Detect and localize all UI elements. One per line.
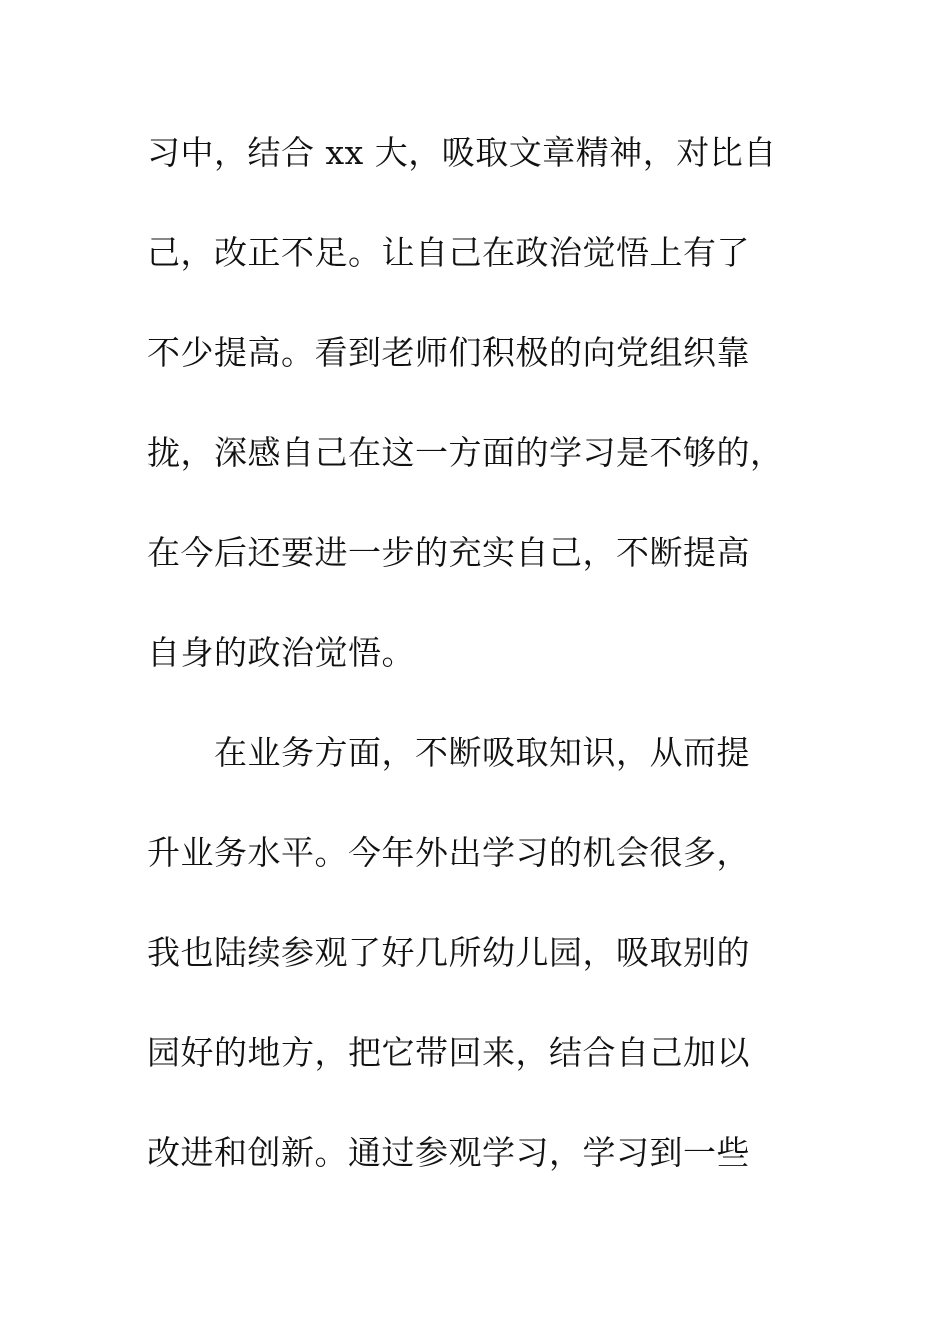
text-line: 自身的政治觉悟。 bbox=[147, 633, 415, 672]
text-line: 习中，结合 xx 大，吸取文章精神，对比自 bbox=[147, 133, 777, 172]
text-line: 改进和创新。通过参观学习，学习到一些 bbox=[147, 1133, 750, 1172]
text-line: 不少提高。看到老师们积极的向党组织靠 bbox=[147, 333, 750, 372]
text-line: 我也陆续参观了好几所幼儿园，吸取别的 bbox=[147, 933, 750, 972]
text-line: 拢，深感自己在这一方面的学习是不够的， bbox=[147, 433, 784, 472]
text-line: 己，改正不足。让自己在政治觉悟上有了 bbox=[147, 233, 750, 272]
text-line: 在今后还要进一步的充实自己，不断提高 bbox=[147, 533, 750, 572]
text-line: 园好的地方，把它带回来，结合自己加以 bbox=[147, 1033, 750, 1072]
text-line: 升业务水平。今年外出学习的机会很多， bbox=[147, 833, 750, 872]
paragraph-first-line: 在业务方面，不断吸取知识，从而提 bbox=[214, 733, 750, 772]
